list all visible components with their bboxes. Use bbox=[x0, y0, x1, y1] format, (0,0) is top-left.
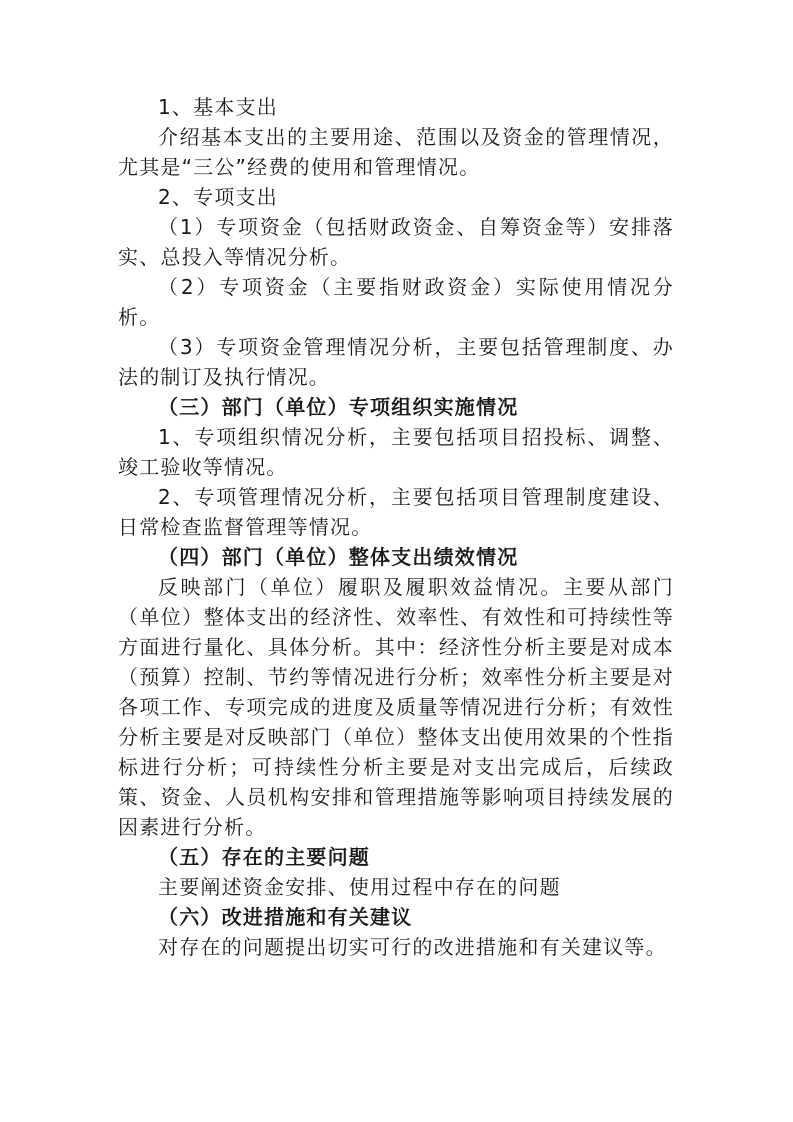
section-heading: （三）部门（单位）专项组织实施情况 bbox=[158, 395, 519, 419]
document-body bbox=[118, 92, 674, 962]
paragraph: 反映部门（单位）履职及履职效益情况。主要从部门（单位）整体支出的经济性、效率性、有效性和可持续性等方面进行量化、具体分析。其中：经济性分析主要是对成本（预算）控制、节约等情况进行分析；效率性分析主要是对各项工作、专项完成的进度及质量等情况进行分析；有效性分析主要是对反映部门（单位）整体支出使用效果的个性指标进行分析；可持续性分析主要是对支出完成后，后续政策、资金、人员机构安排和管理措施等影响项目持续发展的因素进行分析。 bbox=[118, 575, 674, 839]
paragraph: （2）专项资金（主要指财政资金）实际使用情况分析。 bbox=[118, 275, 674, 329]
paragraph: 主要阐述资金安排、使用过程中存在的问题 bbox=[158, 875, 561, 899]
paragraph: 2、专项支出 bbox=[158, 185, 278, 209]
section-heading: （六）改进措施和有关建议 bbox=[158, 905, 413, 929]
paragraph: 2、专项管理情况分析，主要包括项目管理制度建设、日常检查监督管理等情况。 bbox=[118, 485, 674, 539]
paragraph: 1、专项组织情况分析，主要包括项目招投标、调整、竣工验收等情况。 bbox=[118, 425, 674, 479]
paragraph: 介绍基本支出的主要用途、范围以及资金的管理情况，尤其是“三公”经费的使用和管理情况。 bbox=[118, 125, 674, 179]
paragraph: 对存在的问题提出切实可行的改进措施和有关建议等。 bbox=[158, 935, 667, 959]
paragraph: 1、基本支出 bbox=[158, 95, 278, 119]
section-heading: （四）部门（单位）整体支出绩效情况 bbox=[158, 545, 519, 569]
section-heading: （五）存在的主要问题 bbox=[158, 845, 370, 869]
paragraph: （3）专项资金管理情况分析，主要包括管理制度、办法的制订及执行情况。 bbox=[118, 335, 674, 389]
paragraph: （1）专项资金（包括财政资金、自筹资金等）安排落实、总投入等情况分析。 bbox=[118, 215, 674, 269]
